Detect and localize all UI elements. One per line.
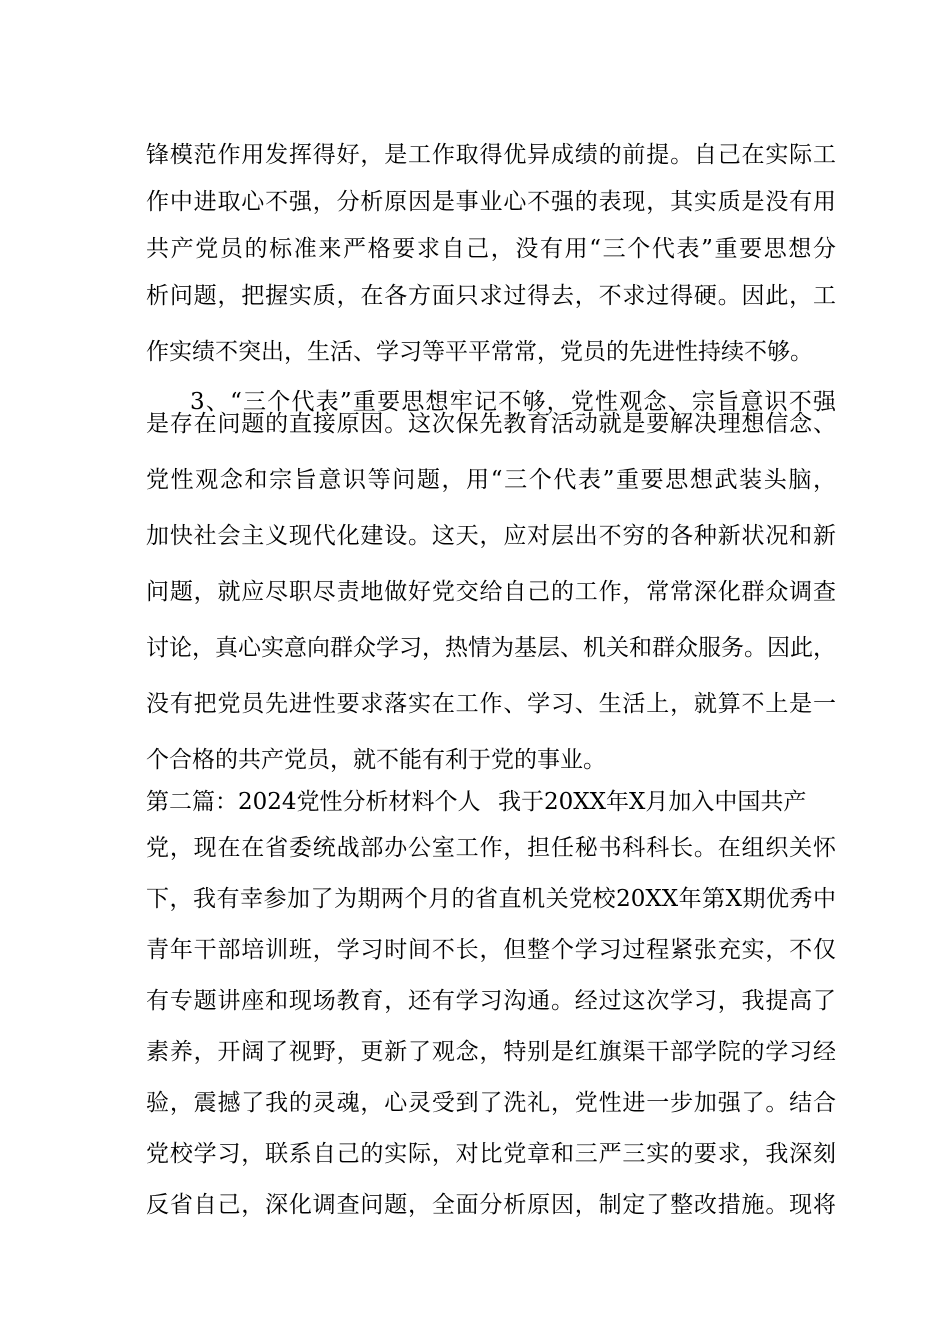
paragraph-2-line-4: 加快社会主义现代化建设。这天，应对层出不穷的各种新状况和新 xyxy=(146,523,836,549)
paragraph-1-line-5: 作实绩不突出，生活、学习等平平常常，党员的先进性持续不够。 xyxy=(146,339,813,365)
paragraph-3-line-1: 党，现在在省委统战部办公室工作，担任秘书科科长。在组织关怀 xyxy=(146,835,836,861)
paragraph-1-line-1: 锋模范作用发挥得好，是工作取得优异成绩的前提。自己在实际工 xyxy=(146,142,836,168)
paragraph-2-line-3: 党性观念和宗旨意识等问题，用“三个代表”重要思想武装头脑， xyxy=(146,467,836,493)
paragraph-3-line-2: 下，我有幸参加了为期两个月的省直机关党校20XX年第X期优秀中 xyxy=(146,886,836,912)
paragraph-2-line-7: 没有把党员先进性要求落实在工作、学习、生活上，就算不上是一 xyxy=(146,691,836,717)
paragraph-3-line-8: 反省自己，深化调查问题，全面分析原因，制定了整改措施。现将 xyxy=(146,1192,836,1218)
paragraph-2-line-8: 个合格的共产党员，就不能有利于党的事业。 xyxy=(146,747,606,773)
section-heading-line xyxy=(146,787,836,817)
paragraph-2-line-1: 3、“三个代表”重要思想牢记不够，党性观念、宗旨意识不强 xyxy=(190,389,836,415)
paragraph-2-line-6: 讨论，真心实意向群众学习，热情为基层、机关和群众服务。因此， xyxy=(146,635,836,661)
paragraph-1-line-3: 共产党员的标准来严格要求自己，没有用“三个代表”重要思想分 xyxy=(146,236,836,262)
paragraph-1-line-4: 析问题，把握实质，在各方面只求过得去，不求过得硬。因此，工 xyxy=(146,283,836,309)
section-first-sentence: 我于20XX年X月加入中国共产 xyxy=(498,789,807,815)
paragraph-2-line-2: 是存在问题的直接原因。这次保先教育活动就是要解决理想信念、 xyxy=(146,411,836,437)
paragraph-1-line-2: 作中进取心不强，分析原因是事业心不强的表现，其实质是没有用 xyxy=(146,189,836,215)
paragraph-2-line-5: 问题，就应尽职尽责地做好党交给自己的工作，常常深化群众调查 xyxy=(146,579,836,605)
paragraph-3-line-7: 党校学习，联系自己的实际，对比党章和三严三实的要求，我深刻 xyxy=(146,1141,836,1167)
paragraph-3-line-3: 青年干部培训班，学习时间不长，但整个学习过程紧张充实，不仅 xyxy=(146,937,836,963)
paragraph-3-line-5: 素养，开阔了视野，更新了观念，特别是红旗渠干部学院的学习经 xyxy=(146,1039,836,1065)
section-title: 第二篇：2024党性分析材料个人 xyxy=(146,789,481,815)
paragraph-3-line-6: 验，震撼了我的灵魂，心灵受到了洗礼，党性进一步加强了。结合 xyxy=(146,1090,836,1116)
paragraph-3-line-4: 有专题讲座和现场教育，还有学习沟通。经过这次学习，我提高了 xyxy=(146,988,836,1014)
